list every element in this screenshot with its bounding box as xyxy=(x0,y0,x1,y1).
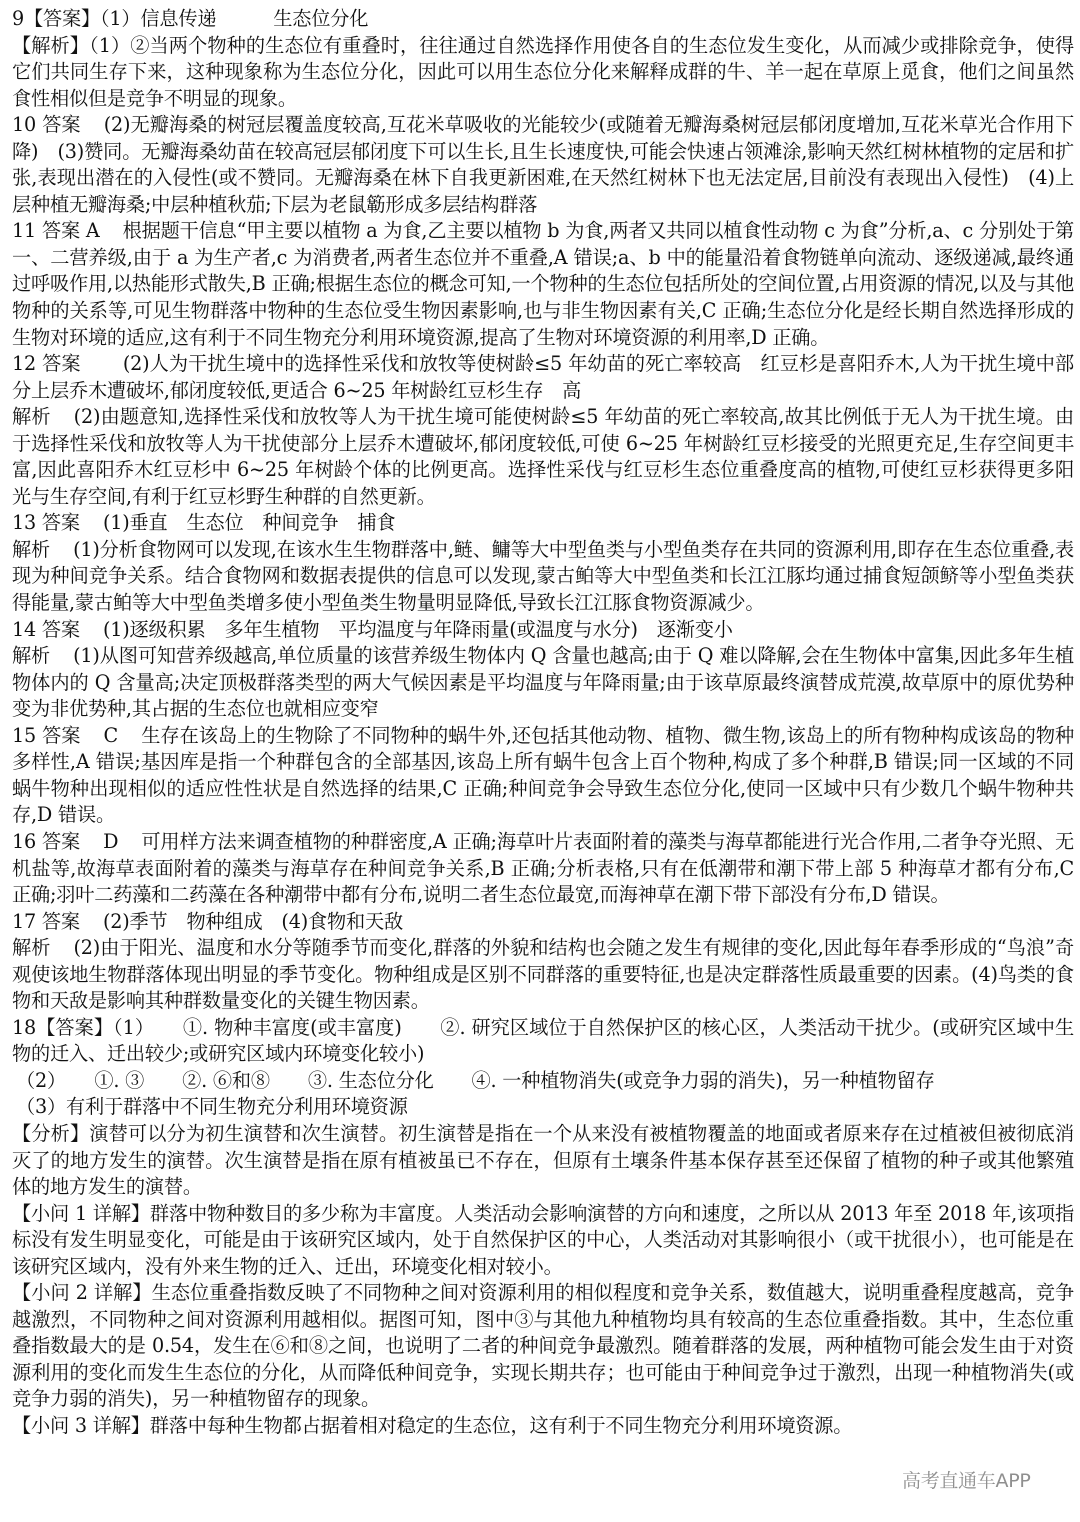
analysis-text: (1)分析食物网可以发现,在该水生生物群落中,鲢、鳙等大中型鱼类与小型鱼类存在共同的资源利用,即存在生态位重叠,表现为种间竞争关系。结合食物网和数据表提供的信息可以发现,蒙古鲌等大中型鱼类和长江江豚均通过捕食短颌鲚等小型鱼类获得能量,蒙古鲌等大中型鱼类增多使小型鱼类生物量明显降低,导致长江江豚食物资源减少。 xyxy=(12,537,1074,615)
item-number: 14 xyxy=(12,617,37,641)
subquestion-text: 群落中物种数目的多少称为丰富度。人类活动会影响演替的方向和速度，之所以从 2013 年至 2018 年,该项指标没有发生明显变化，可能是由于该研究区域内，处于自然保护区的中心，人类活动对其影响很小（或干扰很小），也可能是在该研究区域内，没有外来生物的迁入、迁出，环境变化相对较小。 xyxy=(12,1201,1075,1278)
item-number: 15 xyxy=(12,723,37,747)
item-12-answer xyxy=(12,351,1074,404)
answer-text: (2)人为干扰生境中的选择性采伐和放牧等使树龄≤5 年幼苗的死亡率较高 红豆杉是喜阳乔木,人为干扰生境中部分上层乔木遭破坏,郁闭度较低,更适合 6~25 年树龄红豆杉生存 高 xyxy=(12,352,1074,402)
answer-text: (2)无瓣海桑的树冠层覆盖度较高,互花米草吸收的光能较少(或随着无瓣海桑树冠层郁闭度增加,互花米草光合作用下降) (3)赞同。无瓣海桑幼苗在较高冠层郁闭度下可以生长,且生长速度快,可能会快速占领滩涂,影响天然红树林植物的定居和扩张,表现出潜在的入侵性(或不赞同。无瓣海桑在林下自我更新困难,在天然红树林下也无法定居,目前没有表现出入侵性) (4)上层种植无瓣海桑;中层种植秋茄;下层为老鼠簕形成多层结构群落 xyxy=(12,113,1075,216)
item-18-analysis xyxy=(12,1121,1074,1201)
answer-label: 答案 xyxy=(42,113,81,137)
subquestion-text: 生态位重叠指数反映了不同物种之间对资源利用的相似程度和竞争关系，数值越大，说明重叠程度越高，竞争越激烈，不同物种之间对资源利用越相似。据图可知，图中③与其他九种植物均具有较高的生态位重叠指数。其中，生态位重叠指数最大的是 0.54，发生在⑥和⑧之间，也说明了二者的种间竞争最激烈。随着群落的发展，两种植物可能会发生由于对资源利用的变化而发生生态位的分化，从而降低种间竞争，实现长期共存；也可能由于种间竞争过于激烈，出现一种植物消失(或竞争力弱的消失)，另一种植物留存的现象。 xyxy=(12,1281,1074,1411)
item-11-answer xyxy=(12,218,1074,351)
analysis-label: 解析 xyxy=(12,537,51,561)
analysis-text: (2)由题意知,选择性采伐和放牧等人为干扰生境可能使树龄≤5 年幼苗的死亡率较高,故其比例低于无人为干扰生境。由于选择性采伐和放牧等人为干扰使部分上层乔木遭破坏,郁闭度较低,可使 6~25 年树龄红豆杉接受的光照更充足,生存空间更丰富,因此喜阳乔木红豆杉中 6~25 年树龄个体的比例更高。选择性采伐与红豆杉生态位重叠度高的植物,可使红豆杉获得更多阳光与生存空间,有利于红豆杉野生种群的自然更新。 xyxy=(12,405,1074,508)
item-15-answer xyxy=(12,723,1074,829)
item-18-answer-part-1 xyxy=(12,1015,1074,1068)
answer-key-document xyxy=(12,6,1074,1440)
analysis-text: (1)从图可知营养级越高,单位质量的该营养级生物体内 Q 含量也越高;由于 Q 难以降解,会在生物体中富集,因此多年生植物体内的 Q 含量高;决定顶极群落类型的两大气候因素是平均温度与年降雨量;由于该草原最终演替成荒漠,故草原中的原优势种变为非优势种,其占据的生态位也就相应变窄 xyxy=(12,644,1074,721)
item-18-answer-part-3: （3）有利于群落中不同生物充分利用环境资源 xyxy=(16,1095,408,1119)
subquestion-label: 【小问 3 详解】 xyxy=(12,1413,150,1437)
answer-label: 【答案】 xyxy=(24,7,100,30)
analysis-label: 【解析】 xyxy=(12,33,90,57)
answer-choice: D xyxy=(103,829,119,853)
item-number: 16 xyxy=(12,829,37,853)
subquestion-text: 群落中每种生物都占据着相对稳定的生态位，这有利于不同生物充分利用环境资源。 xyxy=(149,1413,853,1437)
analysis-label: 解析 xyxy=(12,936,51,960)
item-14-analysis xyxy=(12,643,1074,723)
item-number: 18 xyxy=(12,1015,37,1039)
item-number: 12 xyxy=(12,352,37,376)
item-number: 13 xyxy=(12,511,37,535)
item-17-analysis xyxy=(12,935,1074,1015)
answer-text: (2)季节 物种组成 (4)食物和天敌 xyxy=(102,909,403,933)
item-10-answer xyxy=(12,112,1074,218)
app-watermark: 高考直通车APP xyxy=(902,1470,1031,1492)
item-18-subquestion-2 xyxy=(12,1280,1074,1413)
item-12-analysis xyxy=(12,404,1074,510)
item-17-answer xyxy=(12,909,1074,936)
item-9-answer xyxy=(12,6,1074,33)
item-number: 11 xyxy=(12,219,37,243)
answer-label: 答案 xyxy=(42,352,81,376)
answer-label: 【答案】 xyxy=(36,1015,114,1039)
analysis-text: （1）②当两个物种的生态位有重叠时，往往通过自然选择作用使各自的生态位发生变化，从而减少或排除竞争，使得它们共同生存下来，这种现象称为生态位分化，因此可以用生态位分化来解释成群的牛、羊一起在草原上觅食，他们之间虽然食性相似但是竞争不明显的现象。 xyxy=(12,33,1074,110)
item-number: 17 xyxy=(12,909,37,933)
answer-text: （1）信息传递 生态位分化 xyxy=(99,7,369,30)
analysis-text: 生存在该岛上的生物除了不同物种的蜗牛外,还包括其他动物、植物、微生物,该岛上的所有物种构成该岛的物种多样性,A 错误;基因库是指一个种群包含的全部基因,该岛上所有蜗牛包含上百个物种,构成了多个种群,B 错误;同一区域的不同蜗牛物种出现相似的适应性性状是自然选择的结果,C 正确;种间竞争会导致生态位分化,使同一区域中只有少数几个蜗牛物种共存,D 错误。 xyxy=(12,723,1075,827)
analysis-label: 解析 xyxy=(12,644,51,668)
item-number: 10 xyxy=(12,113,37,137)
answer-label: 答案 xyxy=(41,829,81,853)
item-9-analysis xyxy=(12,33,1074,113)
analysis-text: 演替可以分为初生演替和次生演替。初生演替是指在一个从来没有被植物覆盖的地面或者原来存在过植被但被彻底消灭了的地方发生的演替。次生演替是指在原有植被虽已不存在，但原有土壤条件基本保存甚至还保留了植物的种子或其他繁殖体的地方发生的演替。 xyxy=(12,1121,1074,1199)
analysis-text: 可用样方法来调查植物的种群密度,A 正确;海草叶片表面附着的藻类与海草都能进行光合作用,二者争夺光照、无机盐等,故海草表面附着的藻类与海草存在种间竞争关系,B 正确;分析表格,只有在低潮带和潮下带上部 5 种海草才都有分布,C 正确;羽叶二药藻和二药藻在各种潮带中都有分布,说明二者生态位最宽,而海神草在潮下带下部没有分布,D 错误。 xyxy=(12,829,1074,907)
analysis-text: 根据题干信息“甲主要以植物 a 为食,乙主要以植物 b 为食,两者又共同以植食性动物 c 为食”分析,a、c 分别处于第一、二营养级,由于 a 为生产者,c 为消费者,两者生态位并不重叠,A 错误;a、b 中的能量沿着食物链单向流动、逐级递减,最终通过呼吸作用,以热能形式散失,B 正确;根据生态位的概念可知,一个物种的生态位包括所处的空间位置,占用资源的情况,以及与其他物种的关系等,可见生物群落中物种的生态位受生物因素影响,也与非生物因素有关,C 正确;生态位分化是经长期自然选择形成的生物对环境的适应,这有利于不同生物充分利用环境资源,提高了生物对环境资源的利用率,D 正确。 xyxy=(12,219,1074,349)
item-number: 9 xyxy=(12,7,25,30)
item-18-answer-part-2: （2） ①. ③ ②. ⑥和⑧ ③. 生态位分化 ④. 一种植物消失(或竞争力弱的消失)，另一种植物留存 xyxy=(16,1068,935,1092)
item-18-subquestion-3 xyxy=(12,1413,1074,1440)
subquestion-label: 【小问 2 详解】 xyxy=(12,1281,152,1305)
answer-text: (1)逐级积累 多年生植物 平均温度与年降雨量(或温度与水分) 逐渐变小 xyxy=(102,617,733,641)
answer-label: 答案 xyxy=(41,511,80,535)
subquestion-label: 【小问 1 详解】 xyxy=(12,1201,150,1225)
analysis-label: 解析 xyxy=(12,405,51,429)
item-14-answer xyxy=(12,617,1074,644)
analysis-text: (2)由于阳光、温度和水分等随季节而变化,群落的外貌和结构也会随之发生有规律的变化,因此每年春季形成的“鸟浪”奇观使该地生物群落体现出明显的季节变化。物种组成是区别不同群落的重要特征,也是决定群落性质最重要的因素。(4)鸟类的食物和天敌是影响其种群数量变化的关键生物因素。 xyxy=(12,936,1074,1013)
answer-choice: C xyxy=(103,723,119,747)
answer-text: （1） ①. 物种丰富度(或丰富度) ②. 研究区域位于自然保护区的核心区，人类活动干扰少。(或研究区域中生物的迁入、迁出较少;或研究区域内环境变化较小) xyxy=(12,1015,1074,1066)
answer-label: 答案 xyxy=(42,723,81,747)
analysis-label: 【分析】 xyxy=(12,1121,90,1145)
answer-choice: A xyxy=(85,219,100,243)
item-13-answer xyxy=(12,510,1074,537)
item-16-answer xyxy=(12,829,1074,909)
answer-label: 答案 xyxy=(41,909,80,933)
item-13-analysis xyxy=(12,537,1074,617)
answer-label: 答案 xyxy=(41,219,80,243)
answer-label: 答案 xyxy=(41,617,80,641)
item-18-subquestion-1 xyxy=(12,1201,1074,1281)
answer-text: (1)垂直 生态位 种间竞争 捕食 xyxy=(102,511,396,535)
